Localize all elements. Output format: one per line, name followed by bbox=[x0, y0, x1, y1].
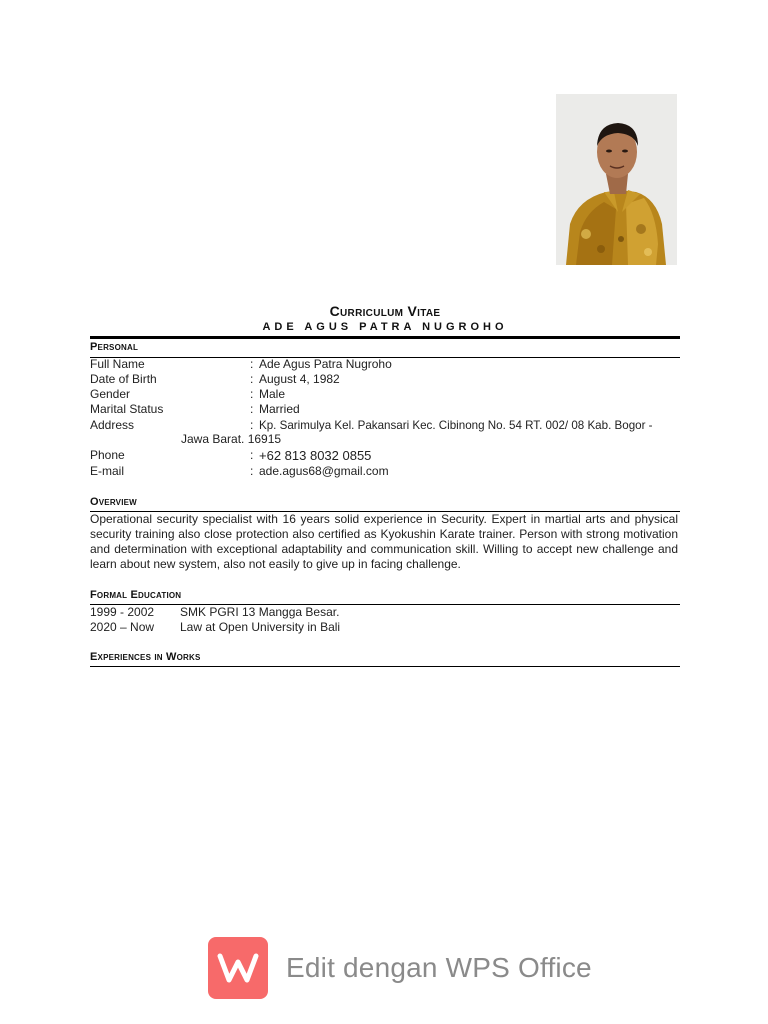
field-value: +62 813 8032 0855 bbox=[259, 448, 372, 463]
wps-edit-text[interactable]: Edit dengan WPS Office bbox=[286, 952, 592, 983]
field-separator: : bbox=[250, 372, 254, 386]
title-divider bbox=[90, 336, 680, 339]
field-label: Phone bbox=[90, 448, 125, 462]
field-value: ade.agus68@gmail.com bbox=[259, 464, 389, 478]
field-label: Gender bbox=[90, 387, 131, 401]
field-label: Marital Status bbox=[90, 402, 164, 416]
field-separator: : bbox=[250, 387, 254, 401]
wps-edit-banner[interactable] bbox=[208, 936, 598, 1000]
wps-logo-icon bbox=[208, 937, 268, 999]
education-school: Law at Open University in Bali bbox=[180, 620, 341, 634]
overview-text: Operational security specialist with 16 years solid experience in Security. Expert in martial arts and physical security training also close protection also certified as Kyokushin Karate trainer. Person with strong motivation and determination with exceptional adaptability and communication skill. Willing to accept new challenge and learn about new system, also not easily to give up in facing challenge. bbox=[90, 512, 678, 571]
section-title-experience: Experiences in Works bbox=[90, 651, 201, 663]
section-divider-experience bbox=[90, 666, 680, 667]
field-value: Kp. Sarimulya Kel. Pakansari Kec. Cibinong No. 54 RT. 002/ 08 Kab. Bogor - bbox=[259, 419, 653, 432]
cv-name: ADE AGUS PATRA NUGROHO bbox=[262, 321, 508, 333]
education-years: 2020 – Now bbox=[90, 620, 155, 634]
field-value: August 4, 1982 bbox=[259, 372, 340, 386]
field-label: E-mail bbox=[90, 464, 125, 478]
field-separator: : bbox=[250, 464, 254, 478]
education-years: 1999 - 2002 bbox=[90, 605, 155, 619]
cv-heading-text: Curriculum Vitae bbox=[329, 303, 441, 319]
section-divider-education bbox=[90, 604, 680, 605]
field-separator: : bbox=[250, 448, 254, 462]
field-separator: : bbox=[250, 418, 254, 432]
education-school: SMK PGRI 13 Mangga Besar. bbox=[180, 605, 340, 619]
profile-photo bbox=[556, 94, 677, 265]
field-address-continuation: Jawa Barat. 16915 bbox=[181, 432, 282, 446]
field-label: Date of Birth bbox=[90, 372, 157, 386]
field-value: Male bbox=[259, 387, 286, 401]
field-separator: : bbox=[250, 357, 254, 371]
field-separator: : bbox=[250, 402, 254, 416]
section-title-overview: Overview bbox=[90, 496, 137, 508]
section-title-education: Formal Education bbox=[90, 589, 182, 601]
cv-heading bbox=[90, 303, 680, 319]
field-value: Married bbox=[259, 402, 300, 416]
field-label: Address bbox=[90, 418, 135, 432]
field-label: Full Name bbox=[90, 357, 145, 371]
section-title-personal: Personal bbox=[90, 341, 139, 353]
field-value: Ade Agus Patra Nugroho bbox=[259, 357, 392, 371]
